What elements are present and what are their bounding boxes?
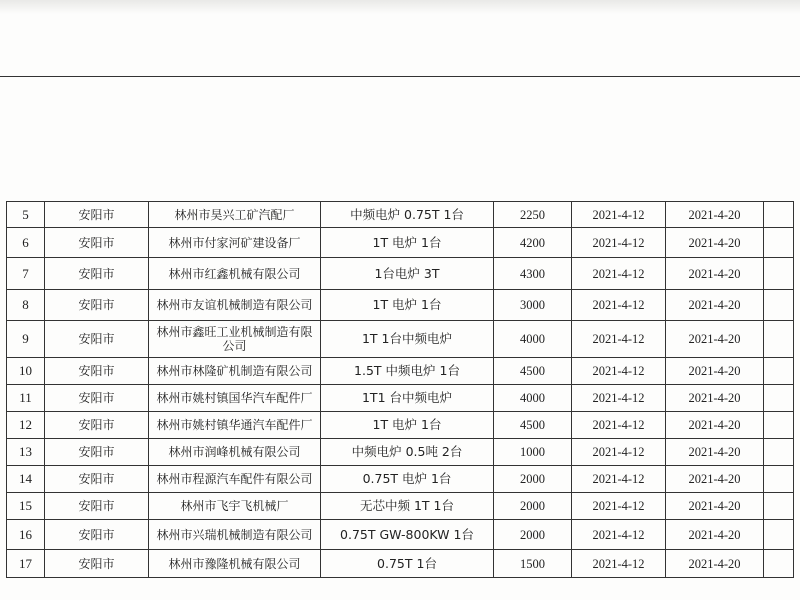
equipment-cell: 0.75T 电炉 1台 (321, 466, 494, 493)
row-number: 16 (7, 520, 45, 550)
start-date-cell: 2021-4-12 (572, 550, 666, 578)
row-number: 14 (7, 466, 45, 493)
row-number: 11 (7, 385, 45, 412)
enterprise-table (6, 201, 794, 578)
start-date-cell: 2021-4-12 (572, 202, 666, 228)
table-row (7, 290, 794, 321)
row-number: 6 (7, 228, 45, 258)
row-number: 10 (7, 358, 45, 385)
start-date-cell: 2021-4-12 (572, 385, 666, 412)
capacity-cell: 1500 (494, 550, 572, 578)
blank-cell (764, 466, 794, 493)
table-row (7, 358, 794, 385)
capacity-cell: 4000 (494, 321, 572, 358)
table-row (7, 493, 794, 520)
start-date-cell: 2021-4-12 (572, 321, 666, 358)
city-cell: 安阳市 (45, 439, 149, 466)
table-row (7, 439, 794, 466)
start-date-cell: 2021-4-12 (572, 358, 666, 385)
company-cell: 林州市姚村镇华通汽车配件厂 (149, 412, 321, 439)
row-number: 12 (7, 412, 45, 439)
company-cell: 林州市兴瑞机械制造有限公司 (149, 520, 321, 550)
equipment-cell: 1台电炉 3T (321, 258, 494, 290)
company-cell: 林州市友谊机械制造有限公司 (149, 290, 321, 321)
table-row (7, 466, 794, 493)
blank-cell (764, 550, 794, 578)
equipment-cell: 中频电炉 0.5吨 2台 (321, 439, 494, 466)
capacity-cell: 4200 (494, 228, 572, 258)
city-cell: 安阳市 (45, 358, 149, 385)
blank-cell (764, 385, 794, 412)
company-cell: 林州市姚村镇国华汽车配件厂 (149, 385, 321, 412)
equipment-cell: 1.5T 中频电炉 1台 (321, 358, 494, 385)
capacity-cell: 4500 (494, 358, 572, 385)
table-row (7, 550, 794, 578)
blank-cell (764, 358, 794, 385)
row-number: 7 (7, 258, 45, 290)
city-cell: 安阳市 (45, 466, 149, 493)
table-row (7, 520, 794, 550)
equipment-cell: 0.75T GW-800KW 1台 (321, 520, 494, 550)
capacity-cell: 2000 (494, 520, 572, 550)
start-date-cell: 2021-4-12 (572, 228, 666, 258)
company-cell: 林州市鑫旺工业机械制造有限公司 (149, 321, 321, 358)
company-cell: 林州市豫隆机械有限公司 (149, 550, 321, 578)
scan-top-shading (0, 0, 800, 14)
end-date-cell: 2021-4-20 (666, 520, 764, 550)
blank-cell (764, 520, 794, 550)
blank-cell (764, 412, 794, 439)
blank-cell (764, 439, 794, 466)
end-date-cell: 2021-4-20 (666, 290, 764, 321)
capacity-cell: 4500 (494, 412, 572, 439)
city-cell: 安阳市 (45, 550, 149, 578)
blank-cell (764, 290, 794, 321)
company-cell: 林州市林隆矿机制造有限公司 (149, 358, 321, 385)
table-row (7, 321, 794, 358)
company-cell: 林州市润峰机械有限公司 (149, 439, 321, 466)
row-number: 15 (7, 493, 45, 520)
city-cell: 安阳市 (45, 228, 149, 258)
city-cell: 安阳市 (45, 258, 149, 290)
end-date-cell: 2021-4-20 (666, 466, 764, 493)
end-date-cell: 2021-4-20 (666, 358, 764, 385)
start-date-cell: 2021-4-12 (572, 466, 666, 493)
start-date-cell: 2021-4-12 (572, 520, 666, 550)
equipment-cell: 中频电炉 0.75T 1台 (321, 202, 494, 228)
table-body (7, 202, 794, 578)
table-row (7, 412, 794, 439)
start-date-cell: 2021-4-12 (572, 439, 666, 466)
table-row (7, 228, 794, 258)
row-number: 5 (7, 202, 45, 228)
header-rule (0, 76, 800, 77)
row-number: 8 (7, 290, 45, 321)
blank-cell (764, 202, 794, 228)
blank-cell (764, 228, 794, 258)
company-cell: 林州市昊兴工矿汽配厂 (149, 202, 321, 228)
equipment-cell: 1T 1台中频电炉 (321, 321, 494, 358)
equipment-cell: 1T 电炉 1台 (321, 290, 494, 321)
city-cell: 安阳市 (45, 321, 149, 358)
end-date-cell: 2021-4-20 (666, 258, 764, 290)
start-date-cell: 2021-4-12 (572, 258, 666, 290)
end-date-cell: 2021-4-20 (666, 412, 764, 439)
city-cell: 安阳市 (45, 493, 149, 520)
city-cell: 安阳市 (45, 520, 149, 550)
row-number: 13 (7, 439, 45, 466)
city-cell: 安阳市 (45, 290, 149, 321)
capacity-cell: 1000 (494, 439, 572, 466)
start-date-cell: 2021-4-12 (572, 493, 666, 520)
city-cell: 安阳市 (45, 385, 149, 412)
end-date-cell: 2021-4-20 (666, 321, 764, 358)
company-cell: 林州市飞宇飞机械厂 (149, 493, 321, 520)
city-cell: 安阳市 (45, 202, 149, 228)
end-date-cell: 2021-4-20 (666, 439, 764, 466)
end-date-cell: 2021-4-20 (666, 228, 764, 258)
company-cell: 林州市付家河矿建设备厂 (149, 228, 321, 258)
company-cell: 林州市程源汽车配件有限公司 (149, 466, 321, 493)
start-date-cell: 2021-4-12 (572, 290, 666, 321)
table-row (7, 202, 794, 228)
capacity-cell: 2250 (494, 202, 572, 228)
row-number: 17 (7, 550, 45, 578)
capacity-cell: 3000 (494, 290, 572, 321)
table-row (7, 258, 794, 290)
row-number: 9 (7, 321, 45, 358)
end-date-cell: 2021-4-20 (666, 550, 764, 578)
equipment-cell: 1T1 台中频电炉 (321, 385, 494, 412)
company-cell: 林州市红鑫机械有限公司 (149, 258, 321, 290)
blank-cell (764, 321, 794, 358)
start-date-cell: 2021-4-12 (572, 412, 666, 439)
equipment-cell: 0.75T 1台 (321, 550, 494, 578)
end-date-cell: 2021-4-20 (666, 385, 764, 412)
city-cell: 安阳市 (45, 412, 149, 439)
blank-cell (764, 258, 794, 290)
equipment-cell: 1T 电炉 1台 (321, 228, 494, 258)
table-row (7, 385, 794, 412)
equipment-cell: 1T 电炉 1台 (321, 412, 494, 439)
end-date-cell: 2021-4-20 (666, 493, 764, 520)
capacity-cell: 4000 (494, 385, 572, 412)
capacity-cell: 2000 (494, 466, 572, 493)
blank-cell (764, 493, 794, 520)
capacity-cell: 2000 (494, 493, 572, 520)
end-date-cell: 2021-4-20 (666, 202, 764, 228)
equipment-cell: 无芯中频 1T 1台 (321, 493, 494, 520)
capacity-cell: 4300 (494, 258, 572, 290)
